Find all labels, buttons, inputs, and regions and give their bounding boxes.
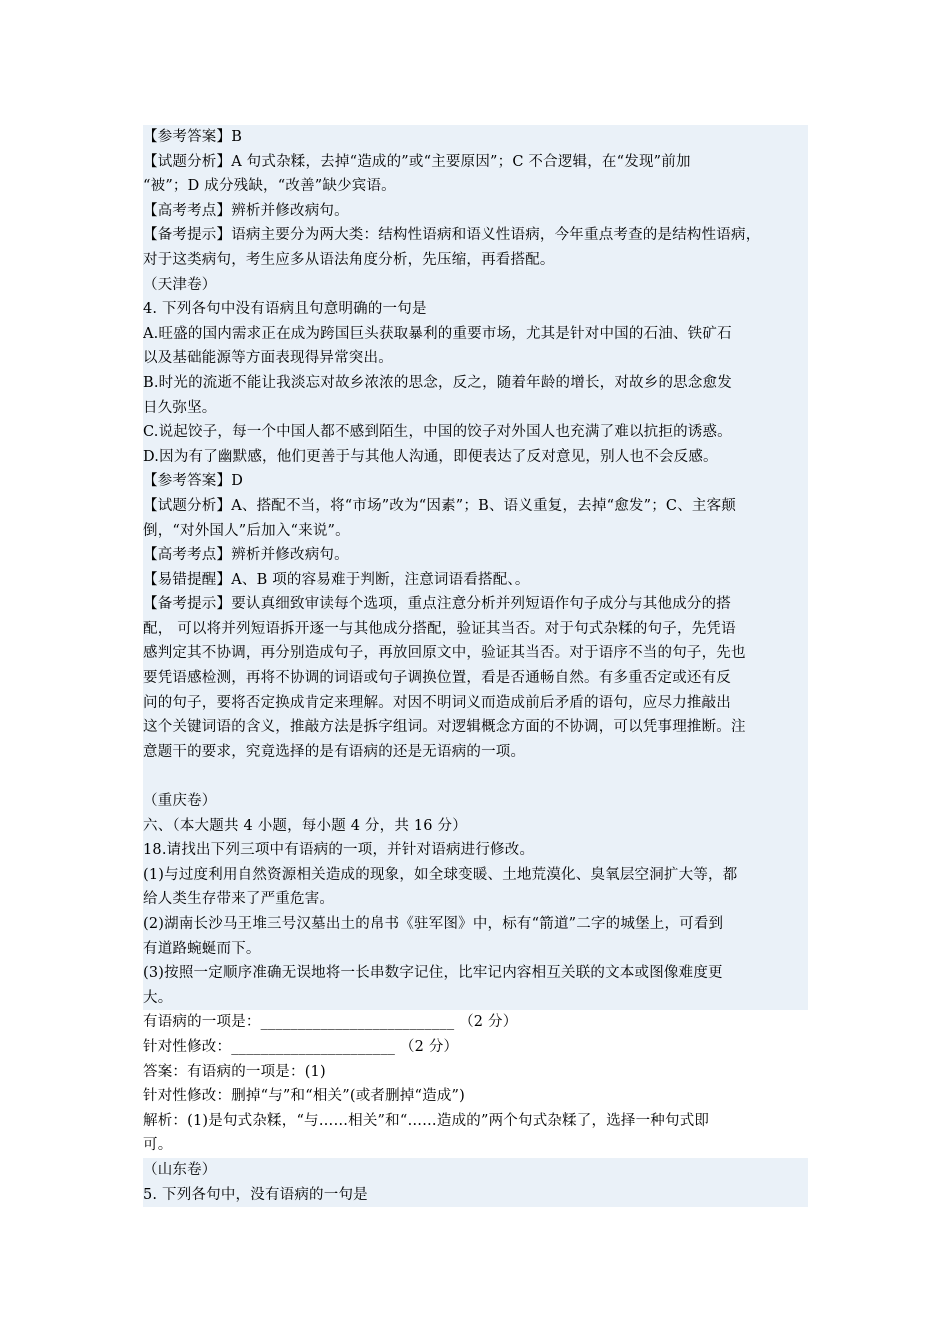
- answer-line: 【参考答案】D: [143, 473, 244, 490]
- chongqing-answer-block: [143, 1010, 808, 1158]
- analysis-line: 【试题分析】A 句式杂糅，去掉“造成的”或“主要原因”；C 不合逻辑，在“发现”前加: [143, 153, 691, 170]
- tip-line: 意题干的要求，究竟选择的是有语病的还是无语病的一项。: [143, 743, 526, 760]
- item-1: (1)与过度利用自然资源相关造成的现象，如全球变暖、土地荒漠化、臭氧层空洞扩大等，都: [143, 866, 738, 883]
- tip-line: 感判定其不协调，再分别造成句子，再放回原文中，验证其当否。对于语序不当的句子，先也: [143, 645, 746, 662]
- tip-line: 配， 可以将并列短语拆开逐一与其他成分搭配，验证其当否。对于句式杂糅的句子，先凭语: [143, 620, 736, 637]
- analysis-line: 【试题分析】A、搭配不当，将“市场”改为“因素”；B、语义重复，去掉“愈发”；C、主客颠: [143, 497, 736, 514]
- chongqing-block: [143, 789, 808, 1010]
- blank-line: 有语病的一项是：__________________________ （2 分）: [143, 1010, 808, 1035]
- explain-line: 可。: [143, 1133, 808, 1158]
- warning-line: 【易错提醒】A、B 项的容易难于判断，注意词语看搭配、。: [143, 571, 530, 588]
- document-page: [143, 125, 808, 1207]
- section-heading: 六、（本大题共 4 小题，每小题 4 分，共 16 分）: [143, 817, 467, 834]
- analysis-line: “被”；D 成分残缺，“改善”缺少宾语。: [143, 178, 396, 195]
- option-b: B.时光的流逝不能让我淡忘对故乡浓浓的思念，反之，随着年龄的增长，对故乡的思念愈发: [143, 374, 732, 391]
- tip-line: 要凭语感检测，再将不协调的词语或句子调换位置，看是否通畅自然。有多重否定或还有反: [143, 670, 731, 687]
- blank-line: 针对性修改：______________________ （2 分）: [143, 1035, 808, 1060]
- item-3: (3)按照一定顺序准确无误地将一长串数字记住，比牢记内容相互关联的文本或图像难度更: [143, 965, 723, 982]
- option-c: C.说起饺子，每一个中国人都不感到陌生，中国的饺子对外国人也充满了难以抗拒的诱惑。: [143, 424, 732, 441]
- answer-line: 针对性修改：删掉“与”和“相关”(或者删掉“造成”): [143, 1084, 808, 1109]
- analysis-line: 倒，“对外国人”后加入“来说”。: [143, 522, 350, 539]
- exam-point-line: 【高考考点】辨析并修改病句。: [143, 202, 349, 219]
- tip-line: 【备考提示】要认真细致审读每个选项，重点注意分析并列短语作句子成分与其他成分的搭: [143, 596, 731, 613]
- source-label: （天津卷）: [143, 276, 217, 293]
- blank-gap: [143, 764, 808, 789]
- tip-line: 【备考提示】语病主要分为两大类：结构性语病和语义性语病，今年重点考查的是结构性语病，: [143, 227, 761, 244]
- option-a: 以及基础能源等方面表现得异常突出。: [143, 350, 393, 367]
- question-stem: 5. 下列各句中，没有语病的一句是: [143, 1186, 368, 1203]
- tianjin-answer-block: [143, 125, 808, 273]
- answer-line: 【参考答案】B: [143, 129, 243, 145]
- tip-line: 对于这类病句，考生应多从语法角度分析，先压缩，再看搭配。: [143, 251, 555, 268]
- option-b: 日久弥坚。: [143, 399, 217, 416]
- tip-line: 这个关键词语的含义，推敲方法是拆字组词。对逻辑概念方面的不协调，可以凭事理推断。注: [143, 719, 746, 736]
- option-a: A.旺盛的国内需求正在成为跨国巨头获取暴利的重要市场，尤其是针对中国的石油、铁矿石: [143, 325, 732, 342]
- item-1: 给人类生存带来了严重危害。: [143, 891, 335, 908]
- option-d: D.因为有了幽默感，他们更善于与其他人沟通，即便表达了反对意见，别人也不会反感。: [143, 448, 718, 465]
- item-3: 大。: [143, 989, 173, 1006]
- item-2: (2)湖南长沙马王堆三号汉墓出土的帛书《驻军图》中，标有“箭道”二字的城堡上，可看到: [143, 916, 724, 932]
- exam-point-line: 【高考考点】辨析并修改病句。: [143, 547, 349, 564]
- source-label: （重庆卷）: [143, 793, 217, 810]
- source-label: （山东卷）: [143, 1161, 217, 1178]
- question-stem: 18.请找出下列三项中有语病的一项，并针对语病进行修改。: [143, 842, 535, 859]
- explain-line: 解析：(1)是句式杂糅，“与……相关”和“……造成的”两个句式杂糅了，选择一种句式即: [143, 1109, 808, 1134]
- answer-line: 答案：有语病的一项是：(1): [143, 1060, 808, 1085]
- tianjin-question-block: [143, 273, 808, 789]
- tip-line: 问的句子，要将否定换成肯定来理解。对因不明词义而造成前后矛盾的语句，应尽力推敲出: [143, 694, 731, 711]
- question-stem: 4. 下列各句中没有语病且句意明确的一句是: [143, 301, 427, 318]
- item-2: 有道路蜿蜒而下。: [143, 940, 261, 957]
- shandong-block: [143, 1158, 808, 1207]
